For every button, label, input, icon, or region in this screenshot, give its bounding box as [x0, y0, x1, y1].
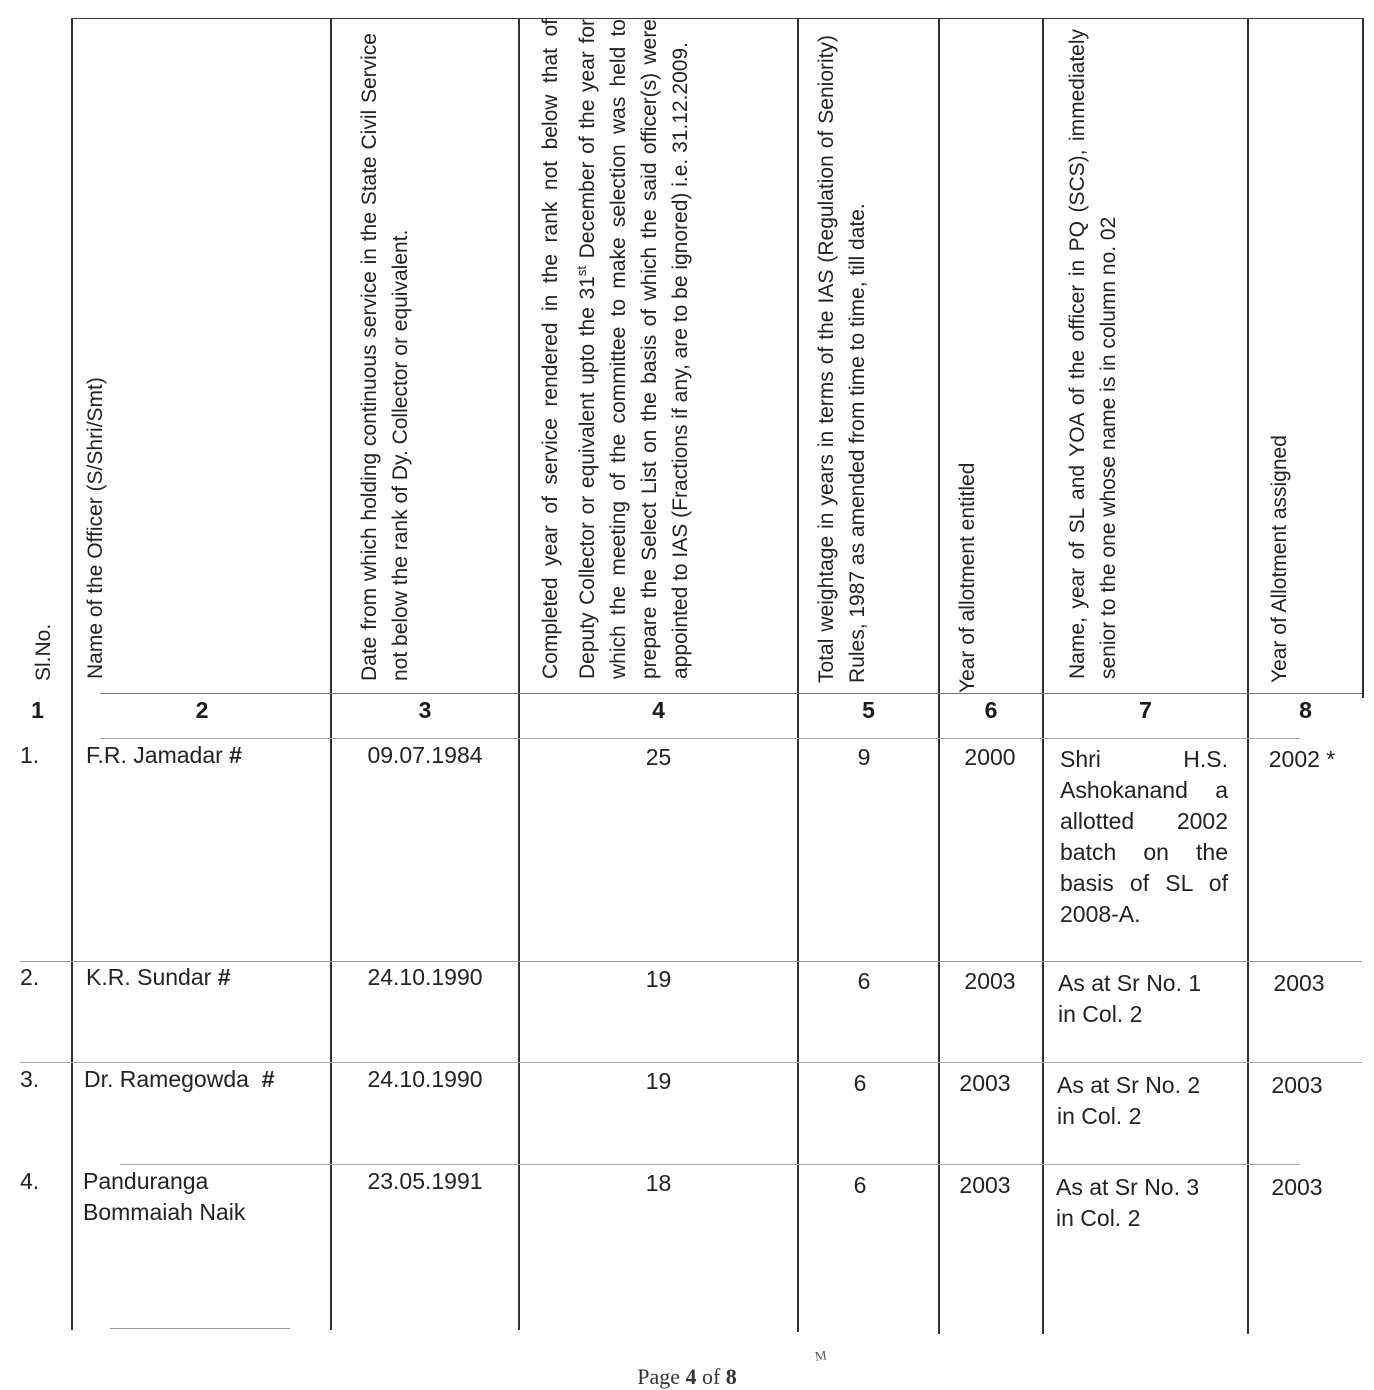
current-page: 4 — [685, 1364, 697, 1389]
header-sl-no — [20, 18, 68, 693]
table-divider — [330, 18, 332, 1330]
weightage: 6 — [853, 1070, 867, 1096]
year-assigned: 2003 — [1273, 970, 1325, 996]
column-number: 6 — [984, 697, 998, 723]
officer-name-text: K.R. Sundar — [86, 964, 212, 990]
table-border-left — [71, 18, 73, 1330]
row-rule — [20, 1062, 1362, 1063]
header-text: Year of allotment entitled — [956, 462, 979, 693]
table-divider — [797, 18, 799, 1332]
header-text: Date from which holding continuous service in the State Civil Service not below the rank of Dy. Collector or equivalent. — [358, 33, 412, 681]
weightage: 6 — [857, 968, 871, 994]
header-completed-years — [525, 18, 795, 693]
header-text: Name, year of SL and YOA of the officer in PQ (SCS), immediately senior to the one whose name is in column no. 02 — [1066, 29, 1120, 679]
hash-mark: # — [229, 742, 242, 768]
header-text: Year of Allotment assigned — [1268, 435, 1291, 683]
serial-number: 3. — [20, 1066, 40, 1092]
officer-name-text: Dr. Ramegowda — [84, 1066, 249, 1092]
senior-officer: Shri H.S. Ashokanand a allotted 2002 batch on the basis of SL of 2008-A. — [1060, 746, 1228, 927]
officer-name — [86, 740, 326, 771]
header-officer-name — [80, 18, 325, 693]
year-assigned: 2003 — [1271, 1072, 1323, 1098]
year-entitled: 2000 — [964, 744, 1016, 770]
row-rule — [100, 738, 1300, 739]
senior-officer: As at Sr No. 2 in Col. 2 — [1057, 1072, 1201, 1129]
senior-officer: As at Sr No. 3 in Col. 2 — [1056, 1174, 1200, 1231]
header-text: Completed year of service rendered in the rank not below that of Deputy Collector or equivalent upto the 31st December of the year for which the meeting of the committee to make selection was held to prepare the Select List on the basis of which the said officer(s) were appointed to IAS (Fractions if any, are to be ignored) i.e. 31.12.2009. — [539, 19, 692, 679]
page-middle: of — [696, 1364, 726, 1389]
completed-years: 19 — [645, 1068, 672, 1094]
serial-number: 4. — [20, 1168, 40, 1194]
column-number: 7 — [1139, 697, 1152, 723]
header-text: Name of the Officer (S/Shri/Smt) — [84, 377, 107, 679]
service-date: 24.10.1990 — [367, 964, 483, 990]
year-entitled: 2003 — [959, 1172, 1011, 1198]
completed-years: 25 — [645, 744, 672, 770]
column-number: 1 — [31, 697, 44, 723]
handwritten-initials: M — [813, 1347, 828, 1364]
column-number: 4 — [652, 697, 665, 723]
serial-number: 2. — [20, 964, 40, 990]
page-number — [0, 1364, 1374, 1390]
weightage: 6 — [853, 1172, 867, 1198]
total-pages: 8 — [725, 1364, 737, 1389]
hash-mark: # — [217, 964, 231, 990]
table-divider — [1042, 18, 1044, 1334]
column-number: 5 — [862, 697, 875, 723]
service-date: 09.07.1984 — [367, 742, 483, 768]
table-divider — [518, 18, 520, 1330]
hash-mark: # — [261, 1066, 275, 1092]
table-divider — [1247, 18, 1249, 1334]
serial-number: 1. — [20, 742, 40, 768]
completed-years: 18 — [645, 1170, 672, 1196]
year-assigned: 2003 — [1271, 1174, 1323, 1200]
weightage: 9 — [857, 744, 871, 770]
table-bottom-rule — [110, 1328, 290, 1329]
column-number: 2 — [195, 697, 209, 723]
officer-name — [84, 1064, 329, 1095]
header-rule — [100, 693, 1362, 694]
table-divider — [938, 18, 940, 1334]
page-prefix: Page — [637, 1364, 686, 1389]
officer-name-text: F.R. Jamadar — [86, 742, 223, 768]
column-number: 3 — [418, 697, 432, 723]
senior-officer: As at Sr No. 1 in Col. 2 — [1058, 970, 1202, 1027]
year-assigned: 2002 * — [1268, 746, 1336, 772]
year-entitled: 2003 — [959, 1070, 1011, 1096]
header-weightage — [805, 18, 935, 693]
header-assigned — [1252, 18, 1360, 693]
year-entitled: 2003 — [964, 968, 1016, 994]
header-entitled — [942, 18, 1038, 693]
column-number: 8 — [1299, 697, 1312, 723]
row-rule — [120, 1164, 1300, 1165]
officer-name — [86, 962, 326, 993]
service-date: 23.05.1991 — [367, 1168, 483, 1194]
table-border-right — [1362, 18, 1364, 698]
service-date: 24.10.1990 — [367, 1066, 483, 1092]
header-service-date — [338, 18, 513, 693]
header-text: Sl.No. — [32, 623, 55, 681]
header-text: Total weightage in years in terms of the IAS (Regulation of Seniority) Rules, 1987 as amended from time to time, till date. — [815, 35, 869, 683]
header-senior-officer — [1050, 18, 1245, 693]
officer-name — [83, 1166, 303, 1228]
officer-name-text: Panduranga Bommaiah Naik — [83, 1168, 246, 1225]
completed-years: 19 — [645, 966, 672, 992]
